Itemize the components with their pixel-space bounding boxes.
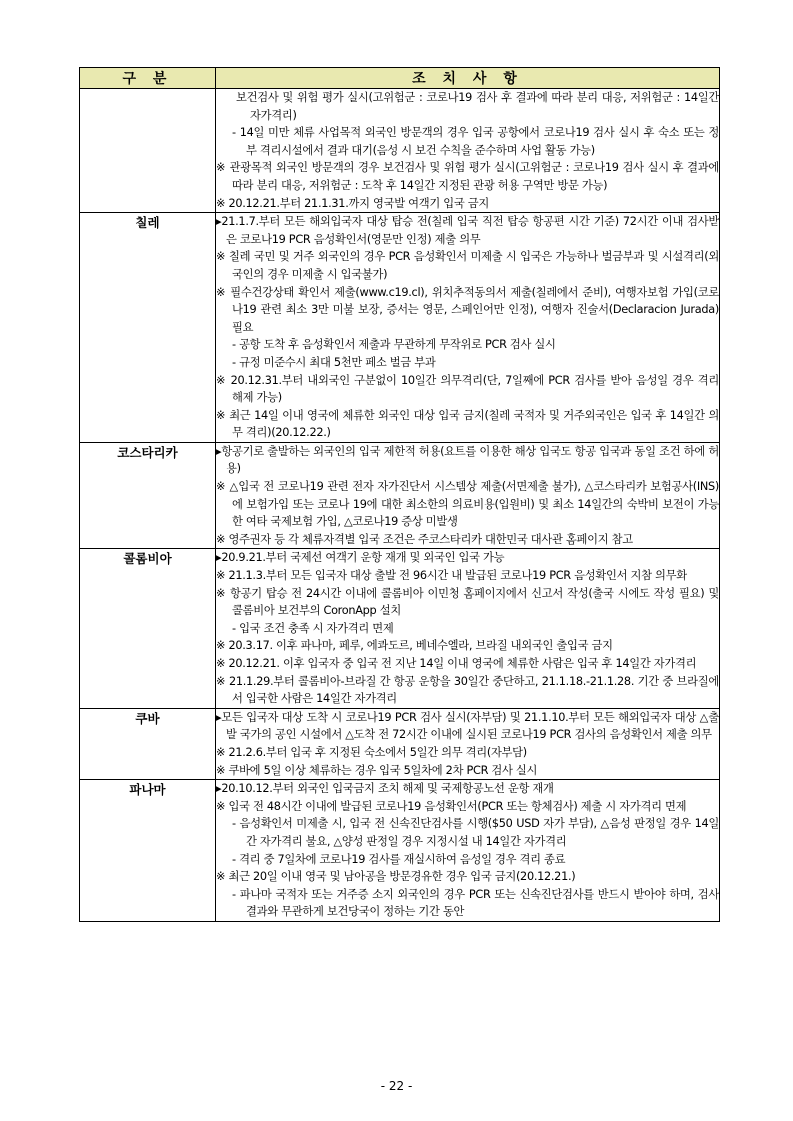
measure-line: ▸20.9.21.부터 국제선 여객기 운항 재개 및 외국인 입국 가능 [216, 551, 505, 565]
measure-line: ▸항공기로 출발하는 외국인의 입국 제한적 허용(요트를 이용한 해상 입국도 항공 입국과 동일 조건 하에 허용) [216, 444, 719, 476]
table-row [80, 708, 720, 779]
measure-line: ※ 21.2.6.부터 입국 후 지정된 숙소에서 5일간 의무 격리(자부담) [216, 745, 527, 759]
measure-line: ※ 최근 14일 이내 영국에 체류한 외국인 대상 입국 금지(칠레 국적자 및 거주외국인은 입국 후 14일간 의무 격리)(20.12.22.) [216, 408, 719, 440]
table-row [80, 213, 720, 443]
country-cell [80, 89, 216, 213]
measure-line: - 입국 조건 충족 시 자가격리 면제 [232, 621, 394, 635]
table-row [80, 442, 720, 549]
measure-line: ※ 칠레 국민 및 거주 외국인의 경우 PCR 음성확인서 미제출 시 입국은 가능하나 벌금부과 및 시설격리(외국인의 경우 미제출 시 입국불가) [216, 250, 719, 281]
measures-cell [216, 442, 720, 549]
measure-line: ▸20.10.12.부터 외국인 입국금지 조치 해제 및 국제항공노선 운항 재개 [216, 782, 554, 796]
measures-cell [216, 89, 720, 213]
measures-cell [216, 549, 720, 708]
country-cell: 파나마 [80, 780, 216, 922]
measure-line: ※ 쿠바에 5일 이상 체류하는 경우 입국 5일차에 2차 PCR 검사 실시 [216, 763, 538, 777]
measure-line: ※ 입국 전 48시간 이내에 발급된 코로나19 음성확인서(PCR 또는 항체검사) 제출 시 자가격리 면제 [216, 799, 687, 813]
measure-line: - 규정 미준수시 최대 5천만 페소 벌금 부과 [232, 355, 436, 369]
country-cell: 코스타리카 [80, 442, 216, 549]
country-cell: 쿠바 [80, 708, 216, 779]
measure-line: - 격리 중 7일차에 코로나19 검사를 재실시하여 음성일 경우 격리 종료 [232, 852, 566, 866]
table-row [80, 89, 720, 213]
table-row [80, 780, 720, 922]
page-number: - 22 - [380, 1079, 413, 1093]
measure-line: ▸21.1.7.부터 모든 해외입국자 대상 탑승 전(칠레 입국 직전 탑승 항공편 시간 기준) 72시간 이내 검사받은 코로나19 PCR 음성확인서(영문만 인정) 제출 의무 [216, 215, 719, 246]
measures-table [79, 67, 720, 922]
measure-line: - 파나마 국적자 또는 거주증 소지 외국인의 경우 PCR 또는 신속진단검사를 반드시 받아야 하며, 검사 결과와 무관하게 보건당국이 정하는 기간 동안 [232, 887, 719, 919]
measure-line: ※ 관광목적 외국인 방문객의 경우 보건검사 및 위험 평가 실시(고위험군 : 코로나19 검사 실시 후 결과에 따라 분리 대응, 저위험군 : 도착 후 14일간 지정된 관광 허용 구역만 방문 가능) [216, 161, 719, 192]
measures-cell [216, 780, 720, 922]
measures-cell [216, 708, 720, 779]
measure-line: ※ 필수건강상태 확인서 제출(www.c19.cl), 위치추적동의서 제출(칠레에서 준비), 여행자보험 가입(코로나19 관련 최소 3만 미불 보장, 증서는 영문, 스페인어만 인정), 여행자 진술서(Declaracion Jurada) 필요 [216, 285, 719, 334]
measure-line: ▸모든 입국자 대상 도착 시 코로나19 PCR 검사 실시(자부담) 및 21.1.10.부터 모든 해외입국자 대상 △출발 국가의 공인 시설에서 △도착 전 72시간 이내에 실시된 코로나19 PCR 검사의 음성확인서 제출 의무 [216, 710, 719, 742]
measure-line: ※ 20.12.21.부터 21.1.31.까지 영국발 여객기 입국 금지 [216, 196, 489, 210]
measure-line: ※ 20.12.31.부터 내외국인 구분없이 10일간 의무격리(단, 7일째에 PCR 검사를 받아 음성일 경우 격리 해제 가능) [216, 373, 719, 405]
country-cell: 칠레 [80, 213, 216, 443]
table-header-row [80, 68, 720, 89]
measure-line: ※ △입국 전 코로나19 관련 전자 자가진단서 시스템상 제출(서면제출 불가), △코스타리카 보험공사(INS)에 보험가입 또는 코로나 19에 대한 최소한의 의료비용(입원비) 및 최소 14일간의 숙박비 보전이 가능한 여타 국제보험 가입, △코로나19 증상 미발생 [216, 480, 719, 529]
measure-line: - 음성확인서 미제출 시, 입국 전 신속진단검사를 시행($50 USD 자가 부담), △음성 판정일 경우 14일간 자가격리 불요, △양성 판정일 경우 지정시설 내 14일간 자가격리 [232, 817, 719, 848]
header-category: 구 분 [80, 68, 216, 89]
measure-line: ※ 최근 20일 이내 영국 및 남아공을 방문경유한 경우 입국 금지(20.12.21.) [216, 870, 576, 884]
measures-cell [216, 213, 720, 443]
table-body [80, 89, 720, 922]
measure-line: ※ 21.1.29.부터 콜롬비아-브라질 간 항공 운항을 30일간 중단하고, 21.1.18.-21.1.28. 기간 중 브라질에서 입국한 사람은 14일간 자가격리 [216, 674, 719, 706]
measure-line: 보건검사 및 위험 평가 실시(고위험군 : 코로나19 검사 후 결과에 따라 분리 대응, 저위험군 : 14일간 자가격리) [236, 91, 719, 122]
measure-line: ※ 20.12.21. 이후 입국자 중 입국 전 지난 14일 이내 영국에 체류한 사람은 입국 후 14일간 자가격리 [216, 657, 697, 670]
table-row [80, 549, 720, 708]
measure-line: - 14일 미만 체류 사업목적 외국인 방문객의 경우 입국 공항에서 코로나19 검사 실시 후 숙소 또는 정부 격리시설에서 결과 대기(음성 시 보건 수칙을 준수하며 사업 활동 가능) [232, 126, 719, 157]
header-measures: 조 치 사 항 [216, 68, 720, 89]
measure-line: ※ 20.3.17. 이후 파나마, 페루, 에콰도르, 베네수엘라, 브라질 내외국인 출입국 금지 [216, 639, 613, 653]
measure-line: - 공항 도착 후 음성확인서 제출과 무관하게 무작위로 PCR 검사 실시 [232, 338, 556, 352]
measure-line: ※ 21.1.3.부터 모든 입국자 대상 출발 전 96시간 내 발급된 코로나19 PCR 음성확인서 지참 의무화 [216, 569, 687, 583]
country-cell: 콜롬비아 [80, 549, 216, 708]
measure-line: ※ 영주권자 등 각 체류자격별 입국 조건은 주코스타리카 대한민국 대사관 홈페이지 참고 [216, 532, 633, 546]
measure-line: ※ 항공기 탑승 전 24시간 이내에 콜롬비아 이민청 홈페이지에서 신고서 작성(출국 시에도 작성 필요) 및 콜롬비아 보건부의 CoronApp 설치 [216, 586, 719, 618]
